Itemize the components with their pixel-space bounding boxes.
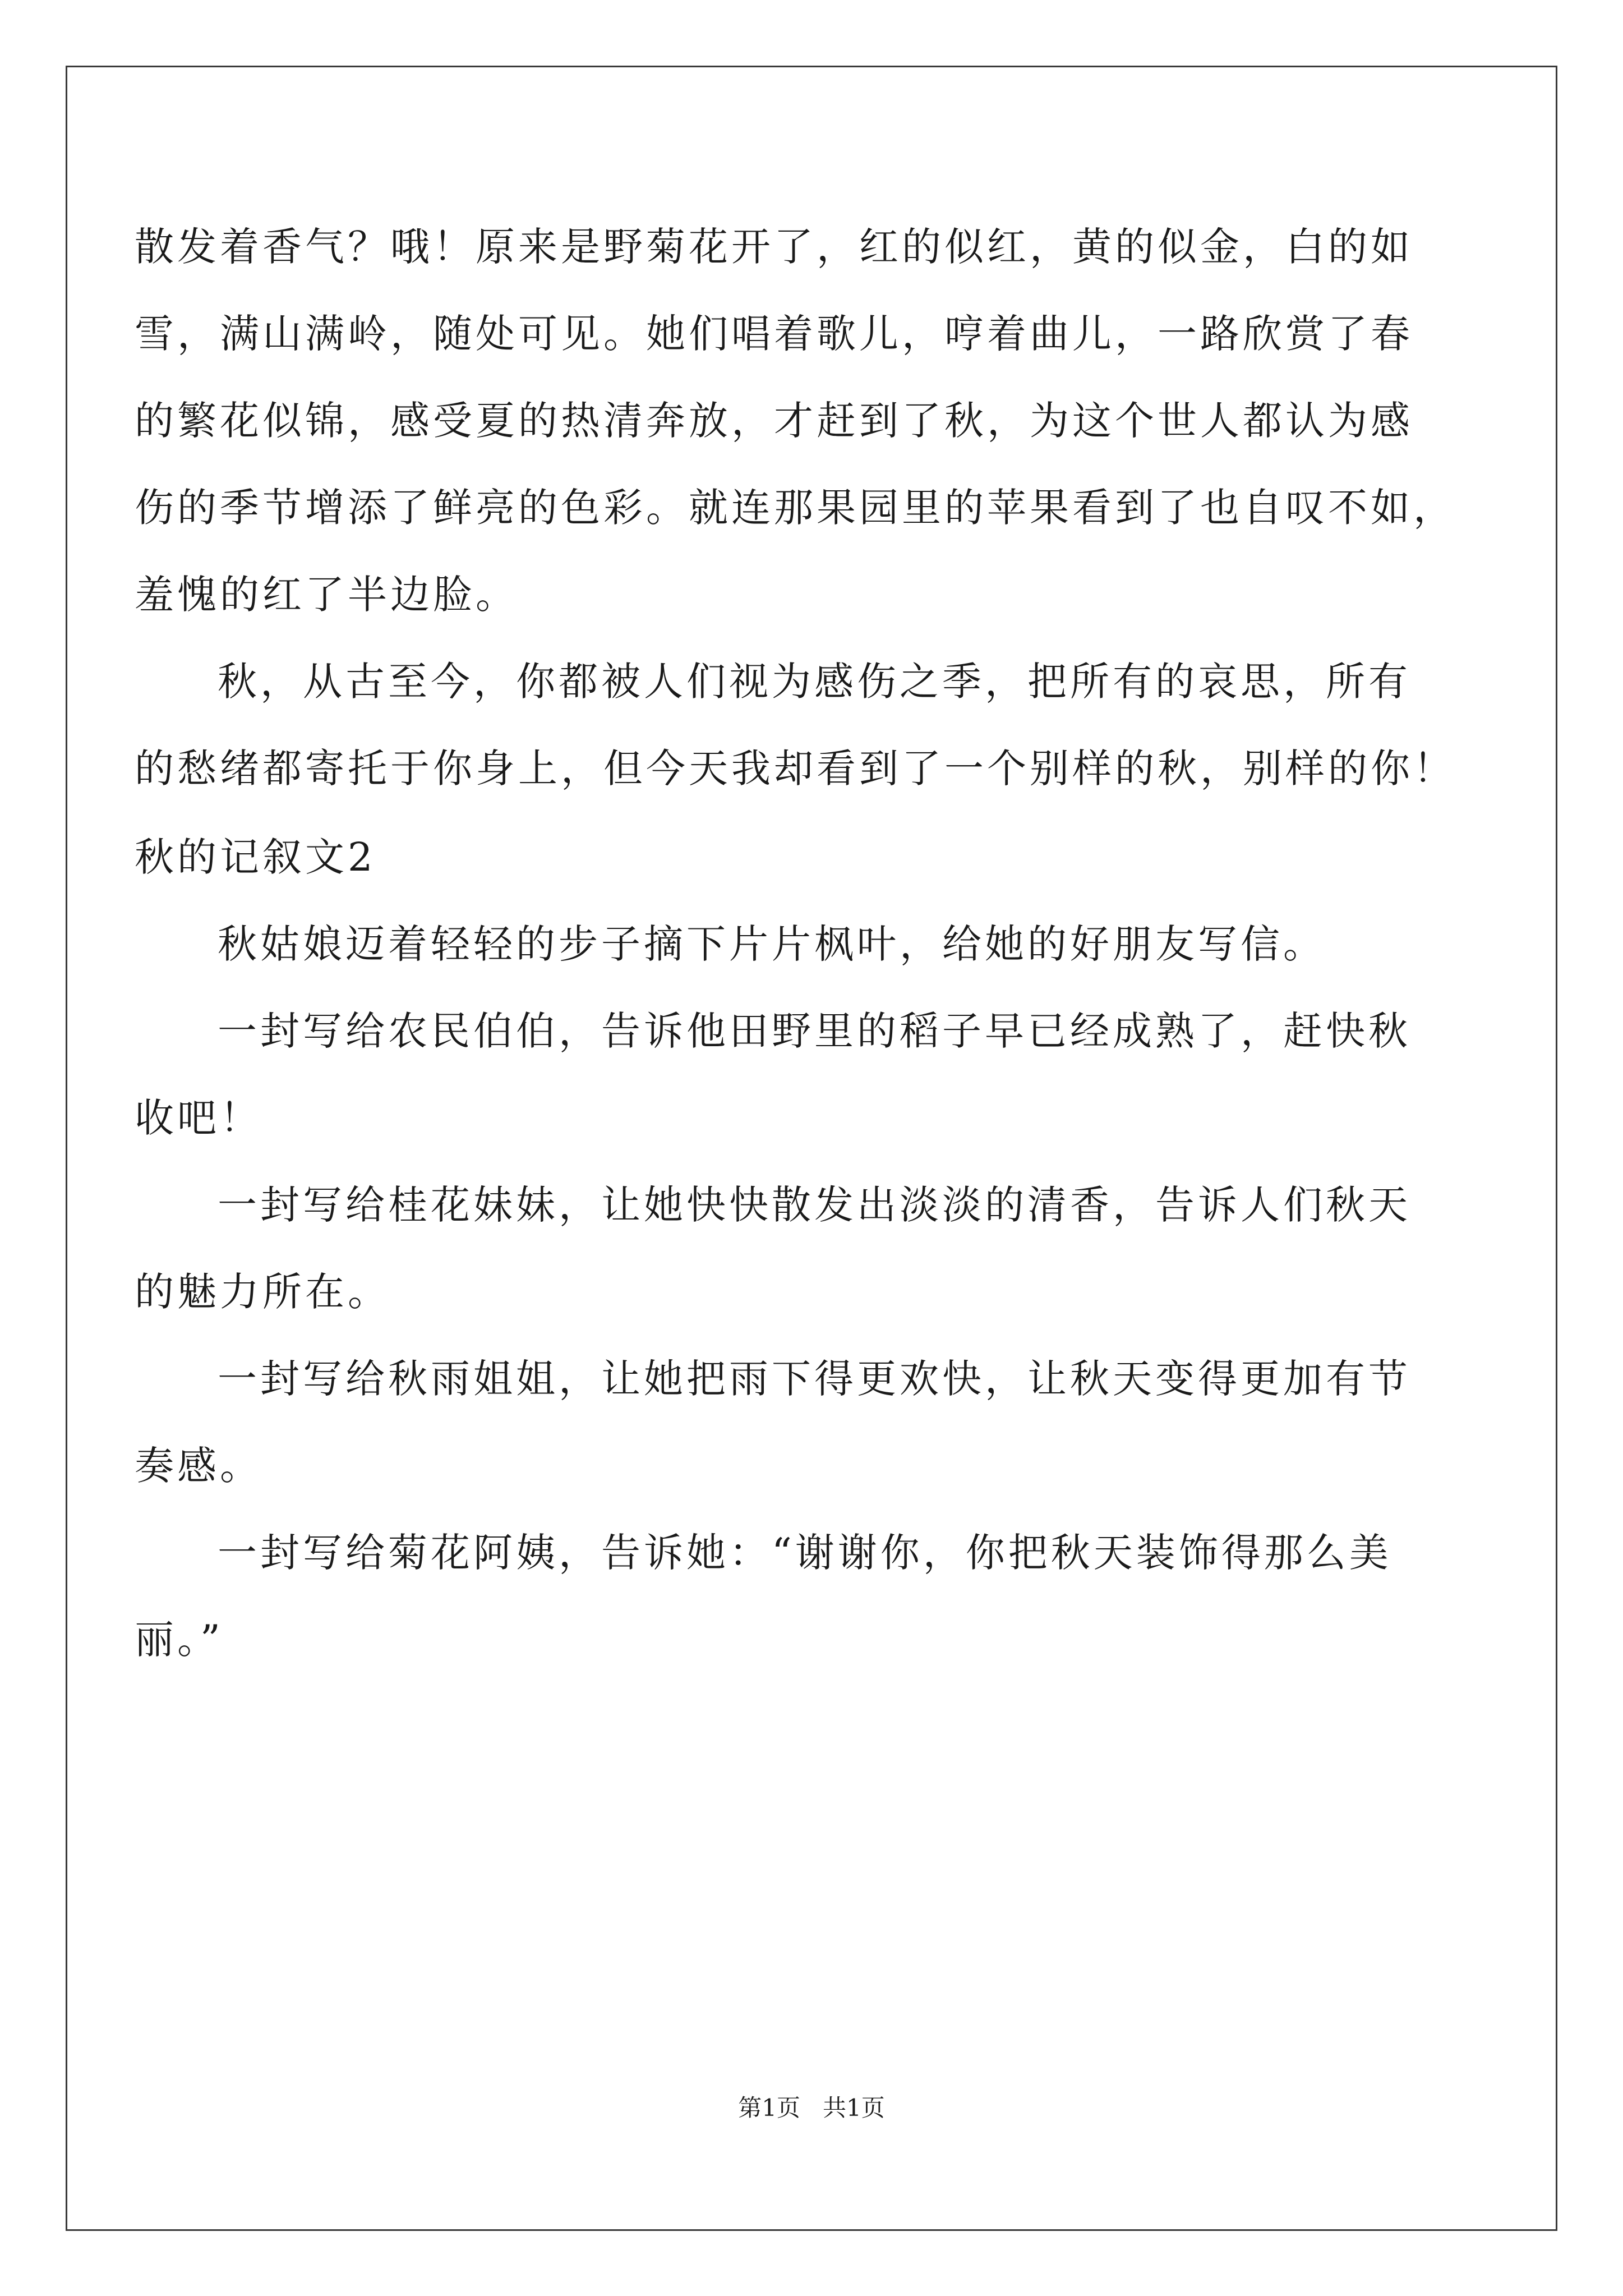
paragraph-start-line: 一封写给农民伯伯，告诉他田野里的稻子早已经成熟了，赶快秋 [218, 1008, 1411, 1054]
paragraph-start-line: 一封写给桂花妹妹，让她快快散发出淡淡的清香，告诉人们秋天 [218, 1182, 1411, 1228]
page-number: 第1页 共1页 [738, 2094, 885, 2122]
paragraph-start-line: 一封写给秋雨姐姐，让她把雨下得更欢快，让秋天变得更加有节 [218, 1356, 1411, 1402]
text-line: 雪，满山满岭，随处可见。她们唱着歌儿，哼着曲儿，一路欣赏了春 [135, 311, 1413, 357]
text-line: 收吧！ [135, 1095, 262, 1141]
paragraph-start-line: 秋，从古至今，你都被人们视为感伤之季，把所有的哀思，所有 [218, 659, 1411, 705]
page-border [66, 66, 1557, 2231]
text-line: 羞愧的红了半边脸。 [135, 572, 518, 618]
text-line: 散发着香气？哦！原来是野菊花开了，红的似红，黄的似金，白的如 [135, 224, 1413, 270]
text-line: 的繁花似锦，感受夏的热清奔放，才赶到了秋，为这个世人都认为感 [135, 398, 1413, 444]
text-line: 的愁绪都寄托于你身上，但今天我却看到了一个别样的秋，别样的你！ [135, 746, 1456, 792]
text-line: 的魅力所在。 [135, 1269, 390, 1315]
text-line: 伤的季节增添了鲜亮的色彩。就连那果园里的苹果看到了也自叹不如， [135, 485, 1456, 531]
text-line: 奏感。 [135, 1443, 262, 1489]
section-heading: 秋的记叙文2 [135, 834, 376, 880]
paragraph-start-line: 秋姑娘迈着轻轻的步子摘下片片枫叶，给她的好朋友写信。 [218, 921, 1326, 967]
text-line: 丽。” [135, 1617, 224, 1663]
paragraph-start-line: 一封写给菊花阿姨，告诉她：“谢谢你，你把秋天装饰得那么美 [218, 1530, 1392, 1576]
